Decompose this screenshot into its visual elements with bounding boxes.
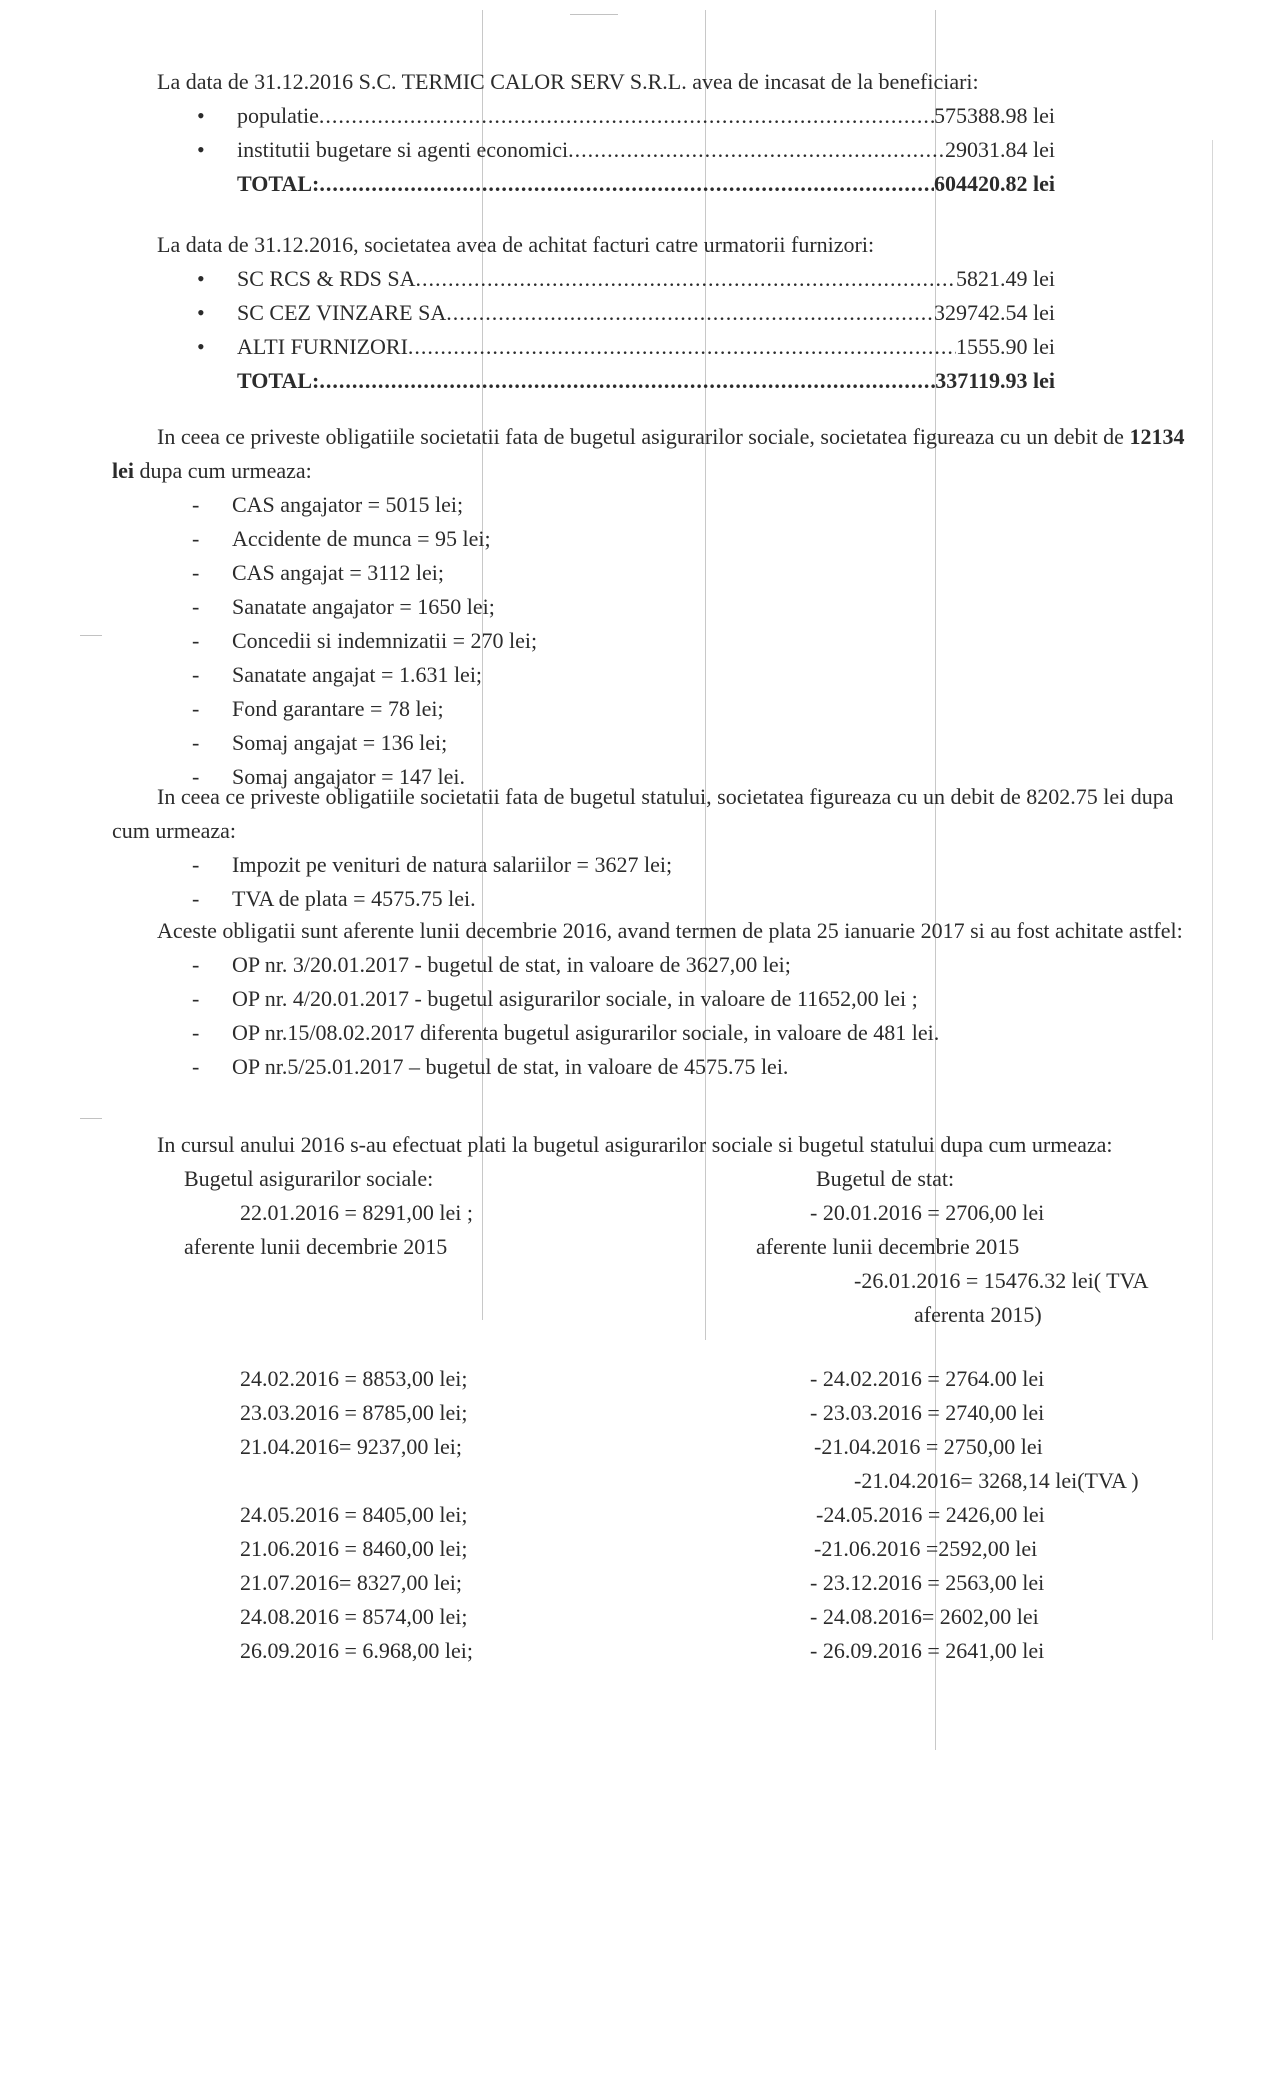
state-paragraph: In ceea ce priveste obligatiile societatii fata de bugetul statului, societatea figureaza cu un debit de 8202.75 lei dupa cum urmeaza: [112,784,1174,843]
dash-icon [112,522,232,556]
table-row: aferenta 2015) [914,1302,1042,1327]
dash-icon [112,1532,240,1566]
payables-section [112,228,1192,398]
list-item: - Fond garantare = 78 lei; [112,692,1192,726]
list-item: - Impozit pe venituri de natura salariilor = 3627 lei; [112,848,1192,882]
social-debit-amount: 12134 lei [112,424,1185,483]
table-row: -26.01.2016 = 15476.32 lei( TVA [854,1268,1149,1293]
dash-icon [112,848,232,882]
list-item: - Sanatate angajator = 1650 lei; [112,590,1192,624]
list-item: - Somaj angajator = 147 lei. [112,760,1192,794]
bullet-icon [112,330,237,364]
list-item: - OP nr. 4/20.01.2017 - bugetul asigurarilor sociale, in valoare de 11652,00 lei ; [112,982,1192,1016]
payments-2016-section [112,1128,1192,1668]
dash-icon [112,1566,240,1600]
table-row: 24.08.2016 = 8574,00 lei; - 24.08.2016= 2602,00 lei [112,1600,1192,1634]
scan-mark [570,14,618,15]
dash-icon [112,658,232,692]
table-row: -21.04.2016= 3268,14 lei(TVA ) [112,1464,1192,1498]
payable-item [112,330,1192,364]
list-item: - TVA de plata = 4575.75 lei. [112,882,1192,916]
right-header: Bugetul de stat: [816,1166,955,1191]
dash-icon [112,1600,240,1634]
scan-mark [80,635,102,636]
social-paragraph: In ceea ce priveste obligatiile societatii fata de bugetul asigurarilor sociale, societatea figureaza cu un debit de 12134 lei dupa cum urmeaza: [112,424,1185,483]
table-row: 21.07.2016= 8327,00 lei; - 23.12.2016 = 2563,00 lei [112,1566,1192,1600]
list-item: - CAS angajat = 3112 lei; [112,556,1192,590]
column-headers [112,1162,1192,1196]
table-row: 21.06.2016 = 8460,00 lei; -21.06.2016 =2592,00 lei [112,1532,1192,1566]
receivable-value: 575388.98 lei [934,103,1055,128]
dash-icon [112,1498,240,1532]
payments-2016-paragraph: In cursul anului 2016 s-au efectuat plati la bugetul asigurarilor sociale si bugetul statului dupa cum urmeaza: [157,1132,1113,1157]
payable-label: SC RCS & RDS SA [237,266,416,291]
dash-icon [112,590,232,624]
list-item: - Concedii si indemnizatii = 270 lei; [112,624,1192,658]
payable-item [112,262,1192,296]
dash-icon [112,488,232,522]
payables-total [112,364,1192,398]
dash-icon [112,1430,240,1464]
table-row: 24.02.2016 = 8853,00 lei; - 24.02.2016 = 2764.00 lei [112,1362,1192,1396]
receivable-value: 29031.84 lei [945,137,1055,162]
receivable-item [112,99,1192,133]
bullet-icon [112,296,237,330]
payable-value: 1555.90 lei [956,334,1055,359]
payable-label: ALTI FURNIZORI [237,334,408,359]
payable-item [112,296,1192,330]
total-value: 604420.82 lei [934,171,1055,196]
list-item: - Sanatate angajat = 1.631 lei; [112,658,1192,692]
table-row: 22.01.2016 = 8291,00 lei ; - 20.01.2016 = 2706,00 lei [112,1196,1192,1230]
dash-icon [112,1362,240,1396]
dash-icon [112,1196,240,1230]
dash-icon [112,692,232,726]
dash-icon [112,624,232,658]
dash-icon [112,948,232,982]
receivable-label: populatie [237,103,319,128]
payments-2017-section [112,914,1192,1084]
payable-value: 329742.54 lei [934,300,1055,325]
total-label: TOTAL: [237,368,320,393]
dash-icon [112,1634,240,1668]
receivables-intro: La data de 31.12.2016 S.C. TERMIC CALOR SERV S.R.L. avea de incasat de la beneficiari: [157,69,979,94]
receivable-item [112,133,1192,167]
dash-icon [112,982,232,1016]
dash-icon [112,556,232,590]
payables-intro: La data de 31.12.2016, societatea avea de achitat facturi catre urmatorii furnizori: [157,232,875,257]
list-item: - Accidente de munca = 95 lei; [112,522,1192,556]
bullet-icon [112,133,237,167]
table-row: 23.03.2016 = 8785,00 lei; - 23.03.2016 = 2740,00 lei [112,1396,1192,1430]
dash-icon [112,1050,232,1084]
list-item: - OP nr.15/08.02.2017 diferenta bugetul asigurarilor sociale, in valoare de 481 lei. [112,1016,1192,1050]
total-value: 337119.93 lei [935,368,1055,393]
social-budget-section [112,420,1192,794]
dash-icon [112,1016,232,1050]
table-row: aferente lunii decembrie 2015 aferente lunii decembrie 2015 [184,1234,1020,1259]
payments-2017-paragraph: Aceste obligatii sunt aferente lunii decembrie 2016, avand termen de plata 25 ianuarie 2017 si au fost achitate astfel: [157,918,1183,943]
table-row: 21.04.2016= 9237,00 lei; -21.04.2016 = 2750,00 lei [112,1430,1192,1464]
receivables-total [112,167,1192,201]
list-item: - Somaj angajat = 136 lei; [112,726,1192,760]
list-item: - CAS angajator = 5015 lei; [112,488,1192,522]
receivable-label: institutii bugetare si agenti economici [237,137,569,162]
list-item: - OP nr. 3/20.01.2017 - bugetul de stat, in valoare de 3627,00 lei; [112,948,1192,982]
left-header: Bugetul asigurarilor sociale: [184,1166,434,1191]
dash-icon [112,1396,240,1430]
scan-mark [80,1118,102,1119]
dash-icon [112,1464,240,1498]
dash-icon [112,882,232,916]
payable-label: SC CEZ VINZARE SA [237,300,447,325]
list-item: - OP nr.5/25.01.2017 – bugetul de stat, in valoare de 4575.75 lei. [112,1050,1192,1084]
dash-icon [112,726,232,760]
bullet-icon [112,262,237,296]
bullet-icon [112,99,237,133]
state-budget-section [112,780,1192,916]
scan-edge [1212,140,1213,1640]
payable-value: 5821.49 lei [956,266,1055,291]
table-row: 26.09.2016 = 6.968,00 lei; - 26.09.2016 = 2641,00 lei [112,1634,1192,1668]
table-row: 24.05.2016 = 8405,00 lei; -24.05.2016 = 2426,00 lei [112,1498,1192,1532]
total-label: TOTAL: [237,171,320,196]
receivables-section [112,65,1192,201]
